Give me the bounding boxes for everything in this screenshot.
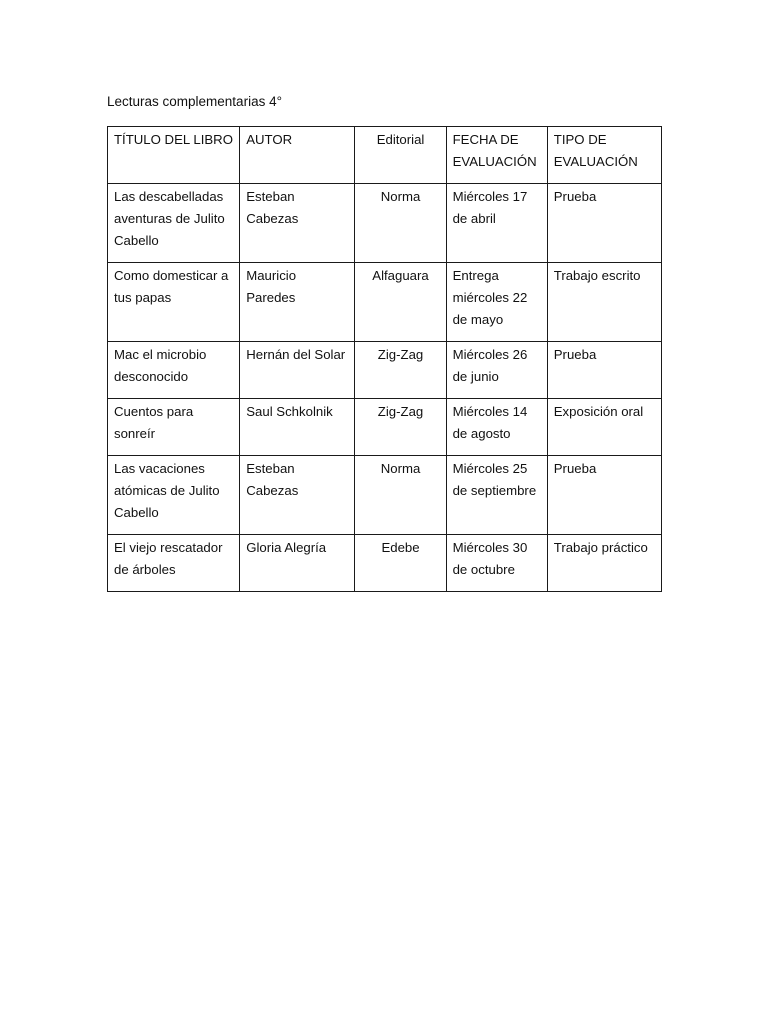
cell-fecha: Miércoles 14 de agosto [446,399,547,456]
header-autor: AUTOR [240,127,355,184]
table-row [108,399,662,456]
cell-autor: Esteban Cabezas [240,184,355,263]
cell-titulo: El viejo rescatador de árboles [108,535,240,592]
cell-fecha: Miércoles 17 de abril [446,184,547,263]
cell-editorial: Alfaguara [355,263,446,342]
cell-fecha: Miércoles 26 de junio [446,342,547,399]
cell-titulo: Cuentos para sonreír [108,399,240,456]
cell-tipo: Prueba [547,456,661,535]
cell-editorial: Norma [355,184,446,263]
header-titulo: TÍTULO DEL LIBRO [108,127,240,184]
table-row [108,184,662,263]
cell-titulo: Como domesticar a tus papas [108,263,240,342]
cell-fecha: Miércoles 30 de octubre [446,535,547,592]
table-header-row [108,127,662,184]
cell-editorial: Norma [355,456,446,535]
table-row [108,535,662,592]
cell-tipo: Prueba [547,342,661,399]
document-title: Lecturas complementarias 4° [107,94,282,109]
table-row [108,456,662,535]
cell-fecha: Entrega miércoles 22 de mayo [446,263,547,342]
cell-titulo: Las descabelladas aventuras de Julito Cabello [108,184,240,263]
cell-tipo: Exposición oral [547,399,661,456]
cell-autor: Gloria Alegría [240,535,355,592]
table-row [108,342,662,399]
reading-schedule-table [107,126,662,592]
cell-tipo: Trabajo escrito [547,263,661,342]
cell-editorial: Edebe [355,535,446,592]
cell-autor: Hernán del Solar [240,342,355,399]
cell-tipo: Trabajo práctico [547,535,661,592]
header-fecha: FECHA DE EVALUACIÓN [446,127,547,184]
cell-tipo: Prueba [547,184,661,263]
cell-autor: Esteban Cabezas [240,456,355,535]
table-row [108,263,662,342]
cell-autor: Mauricio Paredes [240,263,355,342]
cell-editorial: Zig-Zag [355,399,446,456]
cell-fecha: Miércoles 25 de septiembre [446,456,547,535]
header-editorial: Editorial [355,127,446,184]
cell-editorial: Zig-Zag [355,342,446,399]
header-tipo: TIPO DE EVALUACIÓN [547,127,661,184]
cell-autor: Saul Schkolnik [240,399,355,456]
cell-titulo: Mac el microbio desconocido [108,342,240,399]
cell-titulo: Las vacaciones atómicas de Julito Cabello [108,456,240,535]
